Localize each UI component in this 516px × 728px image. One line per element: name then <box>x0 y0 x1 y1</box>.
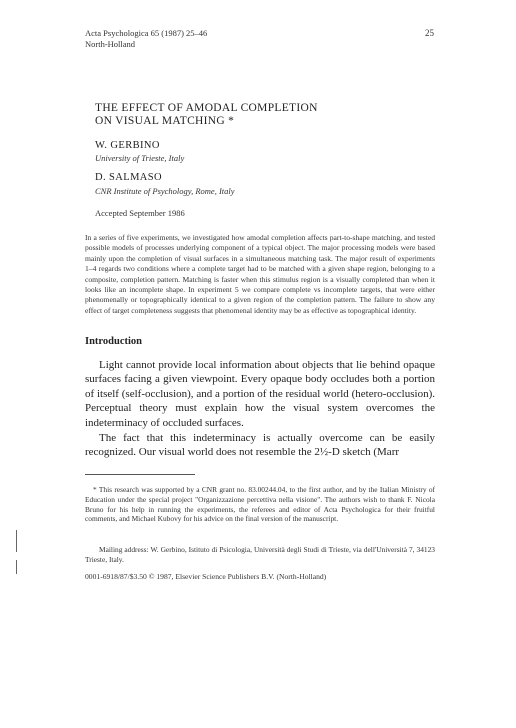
author-affiliation-1: University of Trieste, Italy <box>95 153 185 163</box>
section-heading: Introduction <box>85 336 142 347</box>
abstract: In a series of five experiments, we investigated how amodal completion affects part-to-shape matching, and tested possible models of processes underlying component of a typical object. The major processing models were based mainly upon the completion of visual surfaces in a simultaneous matching task. The major result of experiments 1–4 regards two conditions where a complete target had to be matched with a given shape region, belonging to a composite, completion pattern. Matching is faster when this stimulus region is a visually completed than when it looks like an incomplete shape. In experiment 5 we compare complete vs incomplete targets, that were either phenomenally or topographically identical to a given region of the completion pattern. The failure to show any effect of target completeness suggests that phenomenal identity may be as effective as topographical identity. <box>85 233 435 315</box>
journal-publisher: North-Holland <box>85 39 136 49</box>
author-name-2: D. SALMASO <box>95 172 163 183</box>
footnote-1: * This research was supported by a CNR grant no. 83.00244.04, to the first author, and by the Italian Ministry of Education under the special project "Organizzazione percettiva nella visione". The authors wish to thank F. Nicola Bruno for his help in running the experiments, the referees and editor of Acta Psychologica for their fruitful comments, and Michael Kubovy for his advice on the final version of the manuscript. <box>85 485 435 524</box>
body-paragraph-1: Light cannot provide local information about objects that lie behind opaque surfaces facing a given viewpoint. Every opaque body occludes both a portion of itself (self-occlusion), and a portion of the residual world (hetero-occlusion). Perceptual theory must explain how the visual system overcomes the indeterminacy of occluded surfaces. <box>85 359 435 429</box>
paper-title-line-2: ON VISUAL MATCHING * <box>95 115 235 127</box>
received-date: Accepted September 1986 <box>95 208 185 218</box>
margin-mark <box>16 560 17 574</box>
paper-title-line-1: THE EFFECT OF AMODAL COMPLETION <box>95 102 318 114</box>
author-name-1: W. GERBINO <box>95 140 160 151</box>
margin-mark <box>16 530 17 552</box>
author-affiliation-2: CNR Institute of Psychology, Rome, Italy <box>95 186 235 196</box>
copyright-line: 0001-6918/87/$3.50 © 1987, Elsevier Science Publishers B.V. (North-Holland) <box>85 572 327 581</box>
footnote-2: Mailing address: W. Gerbino, Istituto di Psicologia, Università degli Studi di Trieste, via dell'Università 7, 34123 Trieste, Italy. <box>85 545 435 564</box>
journal-citation: Acta Psychologica 65 (1987) 25–46 <box>85 28 208 38</box>
body-paragraph-2: The fact that this indeterminacy is actually overcome can be easily recognized. Our visual world does not resemble the 2½-D sketch (Marr <box>85 432 435 459</box>
page-number: 25 <box>425 28 434 38</box>
footnote-rule <box>85 474 195 475</box>
